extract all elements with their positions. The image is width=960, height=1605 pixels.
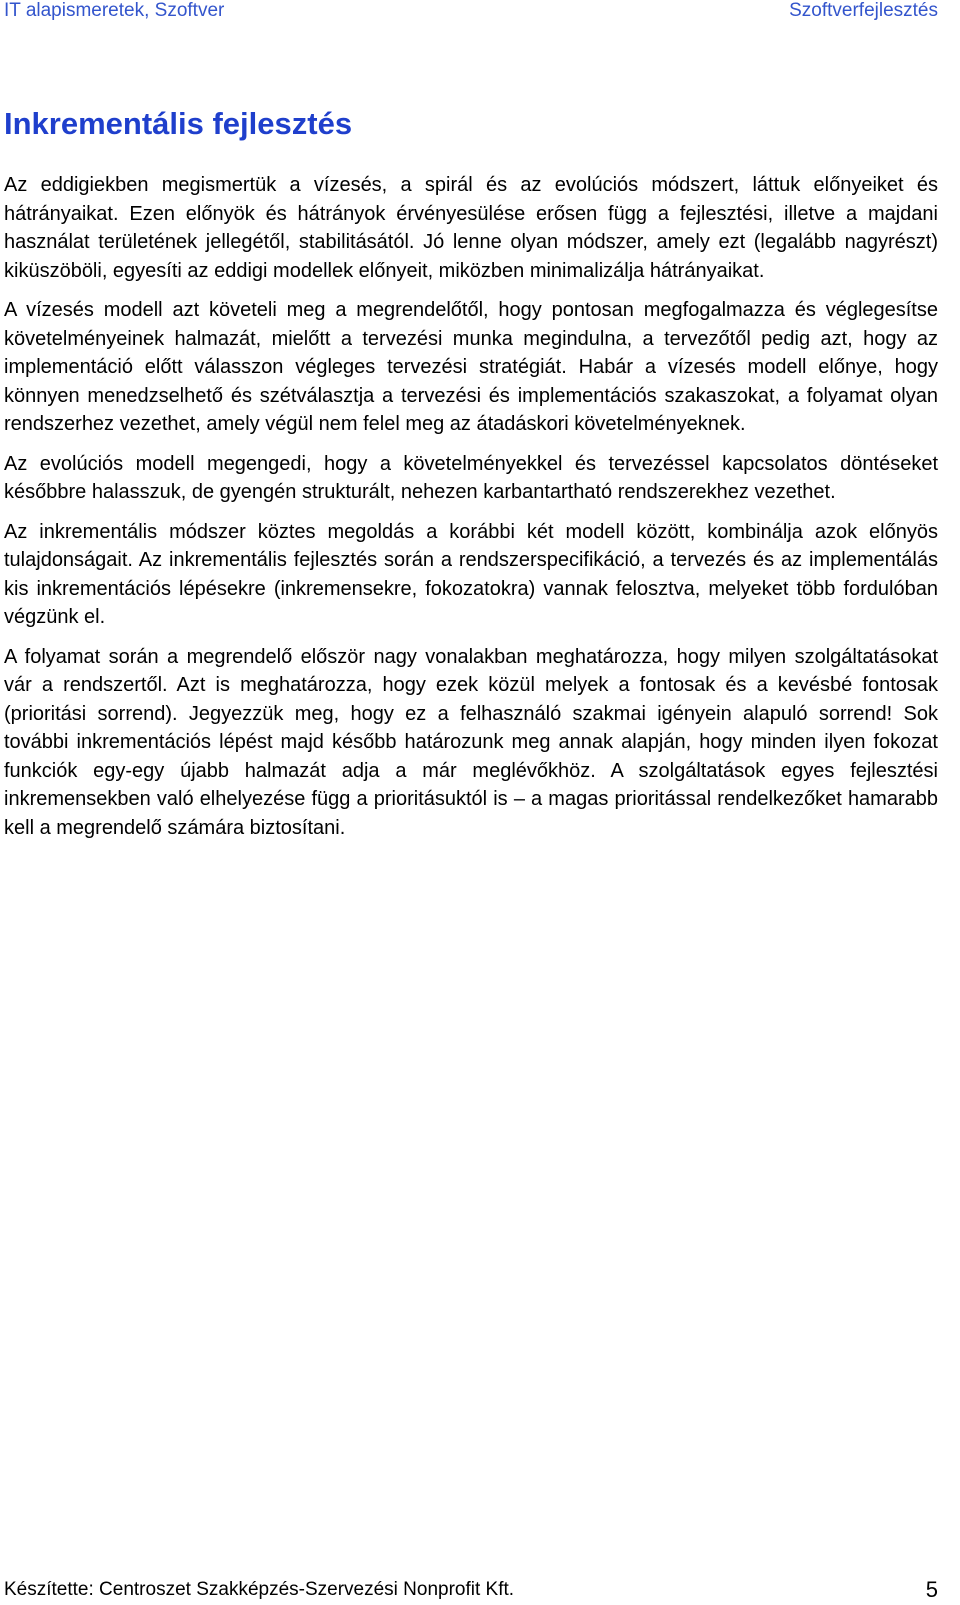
document-body (4, 171, 938, 853)
section-title: Inkrementális fejlesztés (4, 106, 353, 141)
header-right-text: Szoftverfejlesztés (789, 0, 938, 21)
paragraph: A vízesés modell azt követeli meg a megrendelőtől, hogy pontosan megfogalmazza és véglegesítse követelményeinek halmazát, mielőtt a tervezési munka megindulna, a tervezőtől pedig azt, hogy az implementáció előtt válasszon végleges tervezési stratégiát. Habár a vízesés modell előnye, hogy könnyen menedzselhető és szétválasztja a tervezési és implementációs szakaszokat, a folyamat olyan rendszerhez vezethet, amely végül nem felel meg az átadáskori követelményeknek. (4, 299, 938, 435)
paragraph: Az inkrementális módszer köztes megoldás a korábbi két modell között, kombinálja azok előnyös tulajdonságait. Az inkrementális fejlesztés során a rendszerspecifikáció, a tervezés és az implementálás kis inkrementációs lépésekre (inkremensekre, fokozatokra) vannak felosztva, melyeket több fordulóban végzünk el. (4, 520, 938, 628)
paragraph: Az evolúciós modell megengedi, hogy a követelményekkel és tervezéssel kapcsolatos döntéseket későbbre halasszuk, de gyengén strukturált, nehezen karbantartható rendszerekhez vezethet. (4, 452, 938, 503)
footer-credit: Készítette: Centroszet Szakképzés-Szervezési Nonprofit Kft. (4, 1579, 515, 1600)
paragraph: Az eddigiekben megismertük a vízesés, a spirál és az evolúciós módszert, láttuk előnyeiket és hátrányaikat. Ezen előnyök és hátrányok érvényesülése erősen függ a fejlesztési, illetve a majdani használat területének jellegétől, stabilitásától. Jó lenne olyan módszer, amely ezt (legalább nagyrészt) kiküszöböli, egyesíti az eddigi modellek előnyeit, miközben minimalizálja hátrányaikat. (4, 174, 938, 282)
page-header (4, 0, 938, 26)
page-number: 5 (925, 1577, 938, 1602)
header-left-text: IT alapismeretek, Szoftver (4, 0, 225, 21)
page-footer (4, 1569, 938, 1605)
paragraph: A folyamat során a megrendelő először nagy vonalakban meghatározza, hogy milyen szolgáltatásokat vár a rendszertől. Azt is meghatározza, hogy ezek közül melyek a fontosak és a kevésbé fontosak (prioritási sorrend). Jegyezzük meg, hogy ez a felhasználó szakmai igényein alapuló sorrend! Sok további inkrementációs lépést majd később határozunk meg annak alapján, hogy minden ilyen fokozat funkciók egy-egy újabb halmazát adja a már meglévőkhöz. A szolgáltatások egyes fejlesztési inkremensekben való elhelyezése függ a prioritásuktól is – a magas prioritással rendelkezőket hamarabb kell a megrendelő számára biztosítani. (4, 645, 938, 839)
